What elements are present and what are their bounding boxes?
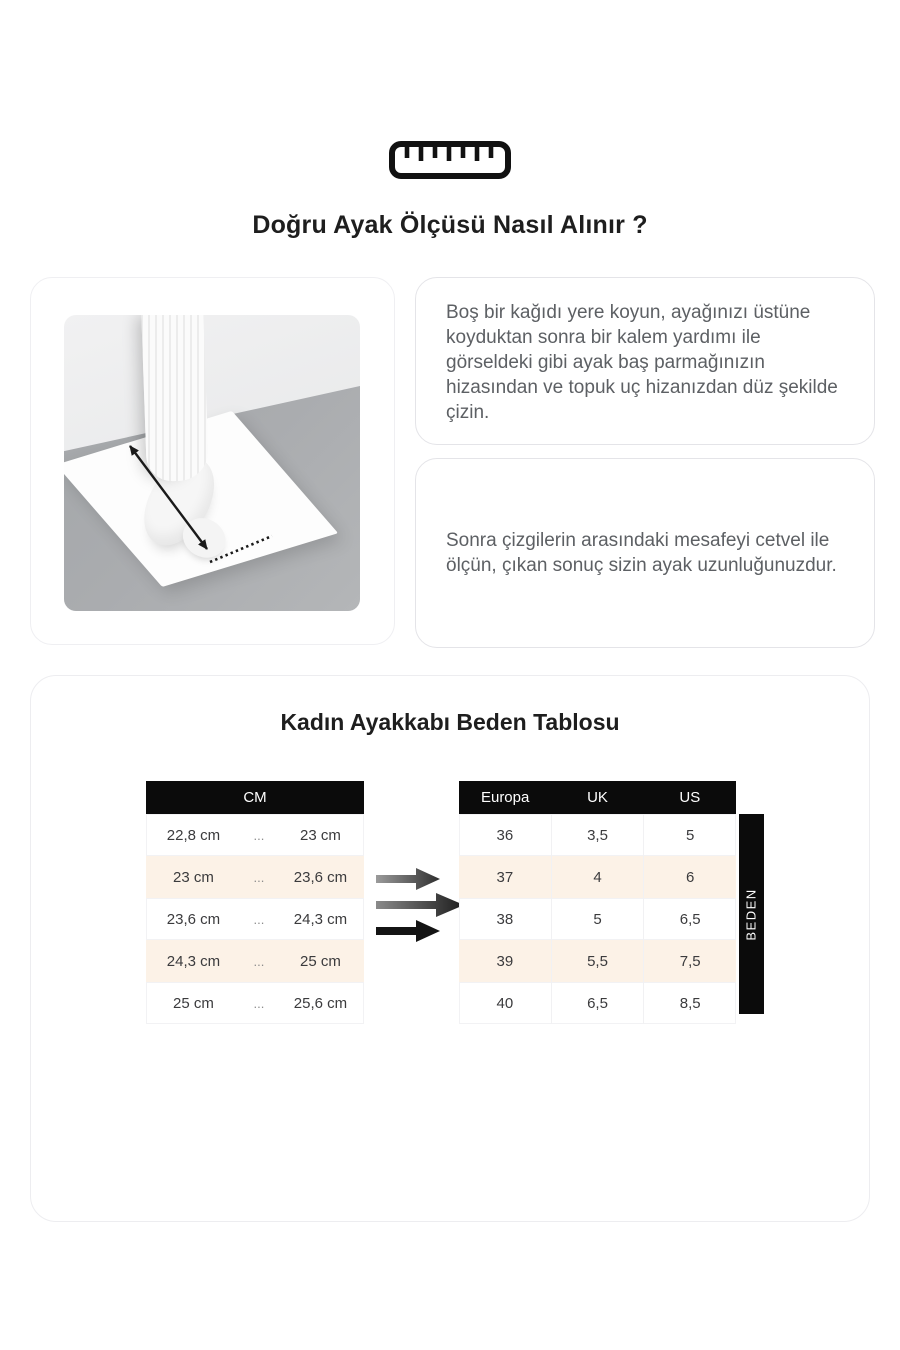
us-size: 5 (686, 826, 695, 844)
conversion-table-header (459, 781, 736, 814)
conversion-table-row (459, 898, 736, 940)
conversion-table-row (459, 856, 736, 898)
eu-size: 36 (459, 814, 552, 856)
howto-step-2-box (415, 458, 875, 648)
range-dots: ... (253, 953, 265, 969)
foot-measure-photo (64, 315, 360, 611)
cm-to: 25,6 cm (293, 994, 348, 1012)
range-dots: ... (253, 911, 265, 927)
cm-from: 22,8 cm (166, 826, 221, 844)
cm-table-row (146, 856, 364, 898)
size-chart-card (30, 675, 870, 1222)
us-size: 8,5 (679, 994, 701, 1012)
howto-step-2-text: Sonra çizgilerin arasındaki mesafeyi cetvel ile ölçün, çıkan sonuç sizin ayak uzunluğunuzdur. (446, 530, 837, 576)
eu-size: 38 (459, 898, 552, 940)
howto-step-1-text: Boş bir kağıdı yere koyun, ayağınızı üstüne koyduktan sonra bir kalem yardımı ile görseldeki gibi ayak baş parmağınızın hizasından ve topuk uç hizanızdan düz şekilde çizin. (446, 302, 838, 423)
cm-from: 23,6 cm (166, 910, 221, 928)
cm-table-row (146, 940, 364, 982)
uk-size: 5 (552, 898, 645, 940)
size-chart-title: Kadın Ayakkabı Beden Tablosu (280, 709, 620, 735)
us-size: 6,5 (679, 910, 701, 928)
range-dots: ... (253, 827, 265, 843)
beden-side-label-text: BEDEN (744, 887, 760, 941)
cm-to: 24,3 cm (293, 910, 348, 928)
cm-to: 23,6 cm (293, 868, 348, 886)
cm-from: 25 cm (173, 994, 214, 1012)
beden-side-label (739, 814, 764, 1014)
range-dots: ... (253, 995, 265, 1011)
range-dots: ... (253, 869, 265, 885)
uk-size: 6,5 (552, 982, 645, 1024)
cm-from: 23 cm (173, 868, 214, 886)
eu-size: 39 (459, 940, 552, 982)
header-us: US (679, 789, 701, 806)
measure-arrow-overlay (64, 315, 360, 611)
uk-size: 4 (552, 856, 645, 898)
conversion-table-row (459, 982, 736, 1024)
us-size: 6 (686, 868, 695, 886)
uk-size: 3,5 (552, 814, 645, 856)
cm-table-row (146, 814, 364, 856)
cm-table-row (146, 982, 364, 1024)
header-europa: Europa (480, 789, 530, 806)
cm-table-header: CM (146, 781, 364, 814)
eu-size: 37 (459, 856, 552, 898)
header-uk: UK (587, 789, 608, 806)
page-title: Doğru Ayak Ölçüsü Nasıl Alınır ? (252, 211, 648, 239)
uk-size: 5,5 (552, 940, 645, 982)
eu-size: 40 (459, 982, 552, 1024)
ruler-icon (0, 140, 900, 180)
cm-to: 23 cm (300, 826, 341, 844)
cm-table-row (146, 898, 364, 940)
conversion-table-row (459, 814, 736, 856)
howto-step-1-box (415, 277, 875, 445)
conversion-arrows-icon (374, 866, 466, 944)
cm-to: 25 cm (300, 952, 341, 970)
conversion-table-row (459, 940, 736, 982)
cm-from: 24,3 cm (166, 952, 221, 970)
conversion-table (459, 781, 736, 1024)
cm-table (146, 781, 364, 1024)
foot-measure-photo-card (30, 277, 395, 645)
us-size: 7,5 (679, 952, 701, 970)
